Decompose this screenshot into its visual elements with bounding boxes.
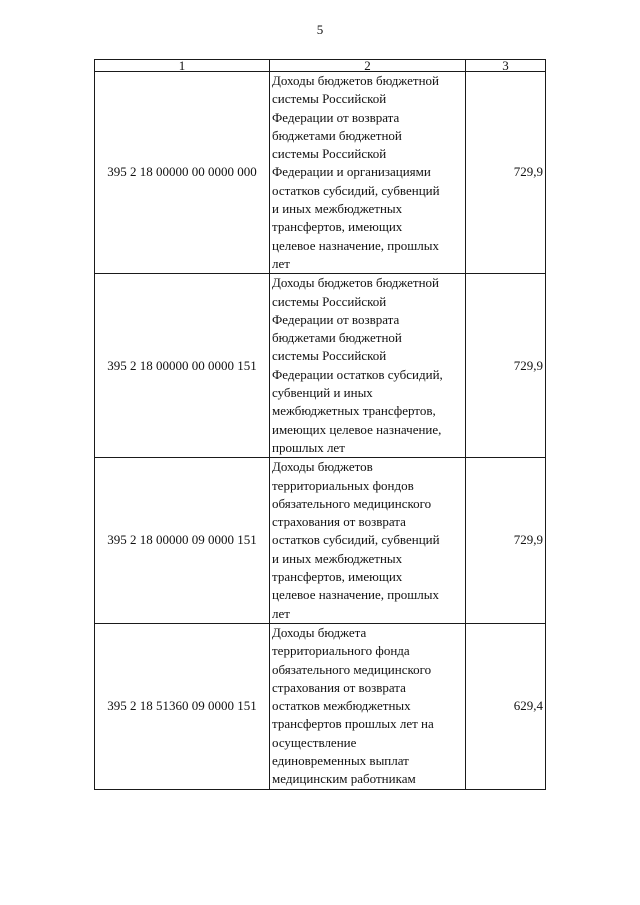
description-line: остатков субсидий, субвенций (272, 532, 440, 548)
table-row (95, 274, 546, 458)
description-line: обязательного медицинского (272, 661, 432, 677)
description-line: целевое назначение, прошлых (272, 587, 439, 603)
description-line: остатков субсидий, субвенций (272, 182, 440, 198)
description-line: трансфертов прошлых лет на (272, 716, 434, 732)
revenue-description-cell (270, 458, 466, 624)
description-line: и иных межбюджетных (272, 201, 403, 217)
table-header-row (95, 60, 546, 72)
description-line: бюджетами бюджетной (272, 127, 402, 143)
description-line: трансфертов, имеющих (272, 569, 403, 585)
description-line: прошлых лет (272, 439, 345, 455)
revenue-description-cell (270, 623, 466, 789)
description-line: территориальных фондов (272, 477, 414, 493)
description-line: межбюджетных трансфертов, (272, 403, 436, 419)
description-line: осуществление (272, 734, 357, 750)
amount-cell: 729,9 (466, 458, 546, 624)
description-line: страхования от возврата (272, 679, 406, 695)
revenue-description-cell (270, 72, 466, 274)
description-line: единовременных выплат (272, 752, 409, 768)
description-line: Федерации от возврата (272, 311, 400, 327)
budget-revenue-table (94, 59, 546, 790)
description-line: медицинским работникам (272, 771, 416, 787)
description-line: системы Российской (272, 293, 387, 309)
description-line: системы Российской (272, 146, 387, 162)
revenue-description-cell (270, 274, 466, 458)
description-line: Доходы бюджета (272, 624, 367, 640)
amount-cell: 629,4 (466, 623, 546, 789)
budget-code-cell: 395 2 18 51360 09 0000 151 (95, 623, 270, 789)
budget-code-cell: 395 2 18 00000 00 0000 151 (95, 274, 270, 458)
description-line: субвенций и иных (272, 385, 373, 401)
description-line: трансфертов, имеющих (272, 219, 403, 235)
description-line: остатков межбюджетных (272, 698, 411, 714)
column-header-2: 2 (270, 60, 466, 72)
table-row (95, 623, 546, 789)
description-line: системы Российской (272, 348, 387, 364)
table-row (95, 72, 546, 274)
description-line: Доходы бюджетов бюджетной (272, 73, 439, 88)
amount-cell: 729,9 (466, 274, 546, 458)
description-line: Доходы бюджетов (272, 459, 373, 475)
description-line: обязательного медицинского (272, 495, 432, 511)
description-line: имеющих целевое назначение, (272, 421, 442, 437)
page-number: 5 (316, 22, 324, 37)
description-line: лет (272, 255, 290, 271)
description-line: Доходы бюджетов бюджетной (272, 275, 439, 291)
description-line: целевое назначение, прошлых (272, 237, 439, 253)
description-line: бюджетами бюджетной (272, 330, 402, 346)
description-line: и иных межбюджетных (272, 550, 403, 566)
description-line: Федерации и организациями (272, 164, 431, 180)
table-row (95, 458, 546, 624)
column-header-1: 1 (95, 60, 270, 72)
description-line: страхования от возврата (272, 514, 406, 530)
description-line: Федерации от возврата (272, 109, 400, 125)
description-line: системы Российской (272, 91, 387, 107)
budget-code-cell: 395 2 18 00000 09 0000 151 (95, 458, 270, 624)
column-header-3: 3 (466, 60, 546, 72)
amount-cell: 729,9 (466, 72, 546, 274)
description-line: Федерации остатков субсидий, (272, 366, 443, 382)
description-line: территориального фонда (272, 643, 410, 659)
budget-code-cell: 395 2 18 00000 00 0000 000 (95, 72, 270, 274)
description-line: лет (272, 605, 290, 621)
